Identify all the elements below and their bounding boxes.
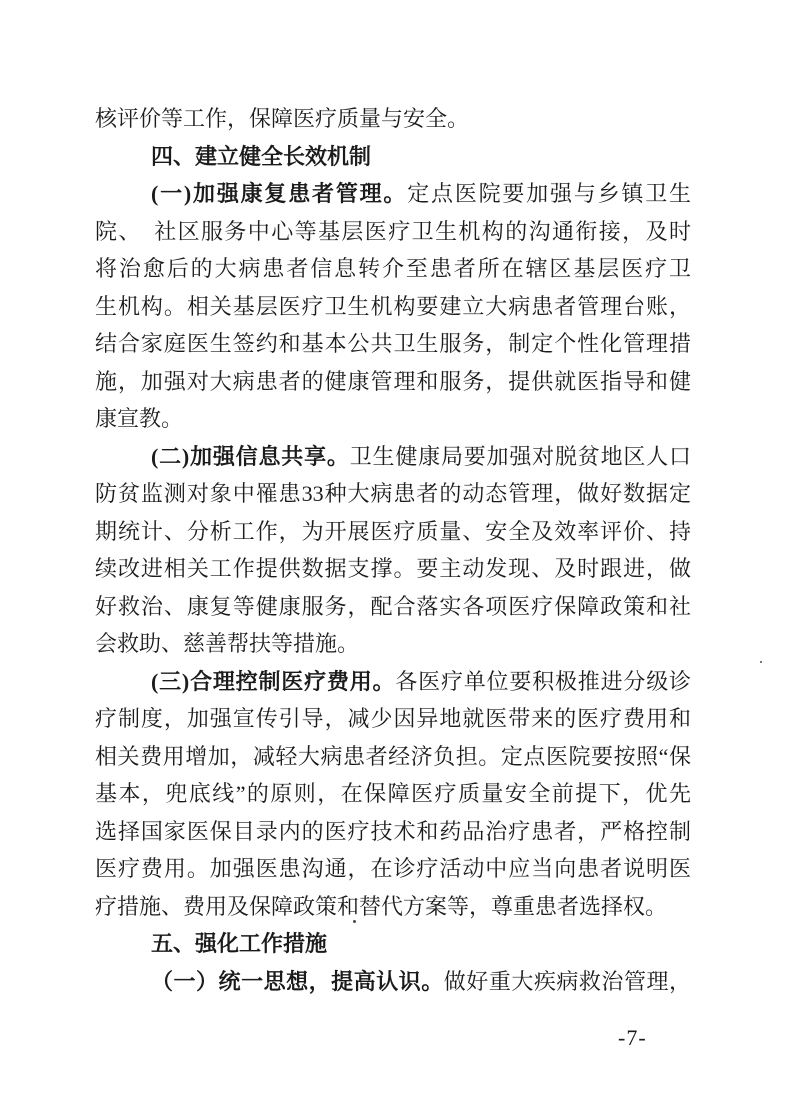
text-segment: 生机构。相关基层医疗卫生机构要建立大病患者管理台账， xyxy=(95,293,691,319)
text-segment: 相关费用增加，减轻大病患者经济负担。定点医院要按照“保 xyxy=(95,743,691,769)
text-line xyxy=(95,325,691,363)
text-line xyxy=(95,250,691,288)
text-line xyxy=(95,888,691,926)
text-line xyxy=(95,288,691,326)
text-segment: 五、强化工作措施 xyxy=(151,931,328,956)
text-line xyxy=(95,400,691,438)
text-line xyxy=(95,550,691,588)
text-segment: (三)合理控制医疗费用。 xyxy=(151,668,396,694)
text-line xyxy=(95,363,691,401)
text-segment: 医疗费用。加强医患沟通，在诊疗活动中应当向患者说明医 xyxy=(95,856,691,881)
text-segment: 各医疗单位要积极推进分级诊 xyxy=(395,668,691,694)
text-segment: 做好重大疾病救治管理， xyxy=(443,968,691,994)
text-segment: 施，加强对大病患者的健康管理和服务，提供就医指导和健 xyxy=(95,368,691,394)
text-line xyxy=(95,700,691,738)
text-line xyxy=(95,775,691,813)
text-segment: 卫生健康局要加强对脱贫地区人口 xyxy=(349,443,691,469)
text-segment: 院、 社区服务中心等基层医疗卫生机构的沟通衔接，及时 xyxy=(95,218,691,244)
text-line xyxy=(95,738,691,776)
document-lines xyxy=(95,100,691,1000)
text-line xyxy=(95,963,691,1001)
text-segment: 会救助、慈善帮扶等措施。 xyxy=(95,631,360,656)
text-segment: （一）统一思想，提高认识。 xyxy=(151,968,444,994)
heading-line xyxy=(95,925,691,963)
text-line xyxy=(95,175,691,213)
text-segment: 康宣教。 xyxy=(95,406,184,431)
text-segment: 核评价等工作，保障医疗质量与安全。 xyxy=(95,106,470,131)
text-line xyxy=(95,663,691,701)
text-segment: 续改进相关工作提供数据支撑。要主动发现、及时跟进，做 xyxy=(95,556,691,581)
text-line xyxy=(95,513,691,551)
text-line xyxy=(95,813,691,851)
text-segment: 四、建立健全长效机制 xyxy=(151,143,372,169)
text-line xyxy=(95,625,691,663)
scan-speck xyxy=(760,661,762,663)
text-segment: 疗措施、费用及保障政策和替代方案等，尊重患者选择权。 xyxy=(95,893,668,919)
heading-line xyxy=(95,138,691,176)
text-segment: 疗制度，加强宣传引导，减少因异地就医带来的医疗费用和 xyxy=(95,706,691,731)
text-segment: 选择国家医保目录内的医疗技术和药品治疗患者，严格控制 xyxy=(95,818,691,844)
text-segment: 好救治、康复等健康服务，配合落实各项医疗保障政策和社 xyxy=(95,593,691,619)
text-segment: 期统计、分析工作，为开展医疗质量、安全及效率评价、持 xyxy=(95,518,691,544)
text-segment: (二)加强信息共享。 xyxy=(151,443,350,469)
page-number: -7- xyxy=(618,1025,647,1050)
text-segment: 防贫监测对象中罹患33种大病患者的动态管理，做好数据定 xyxy=(95,481,691,506)
scan-speck xyxy=(353,920,356,923)
text-segment: 将治愈后的大病患者信息转介至患者所在辖区基层医疗卫 xyxy=(95,256,691,281)
text-line xyxy=(95,213,691,251)
text-segment: 结合家庭医生签约和基本公共卫生服务，制定个性化管理措 xyxy=(95,331,691,356)
text-segment: (一)加强康复患者管理。 xyxy=(151,181,408,206)
text-line xyxy=(95,850,691,888)
text-line xyxy=(95,438,691,476)
text-segment: 基本，兜底线”的原则，在保障医疗质量安全前提下，优先 xyxy=(95,781,691,806)
text-line xyxy=(95,475,691,513)
text-line xyxy=(95,100,691,138)
text-segment: 定点医院要加强与乡镇卫生 xyxy=(407,181,691,206)
text-line xyxy=(95,588,691,626)
